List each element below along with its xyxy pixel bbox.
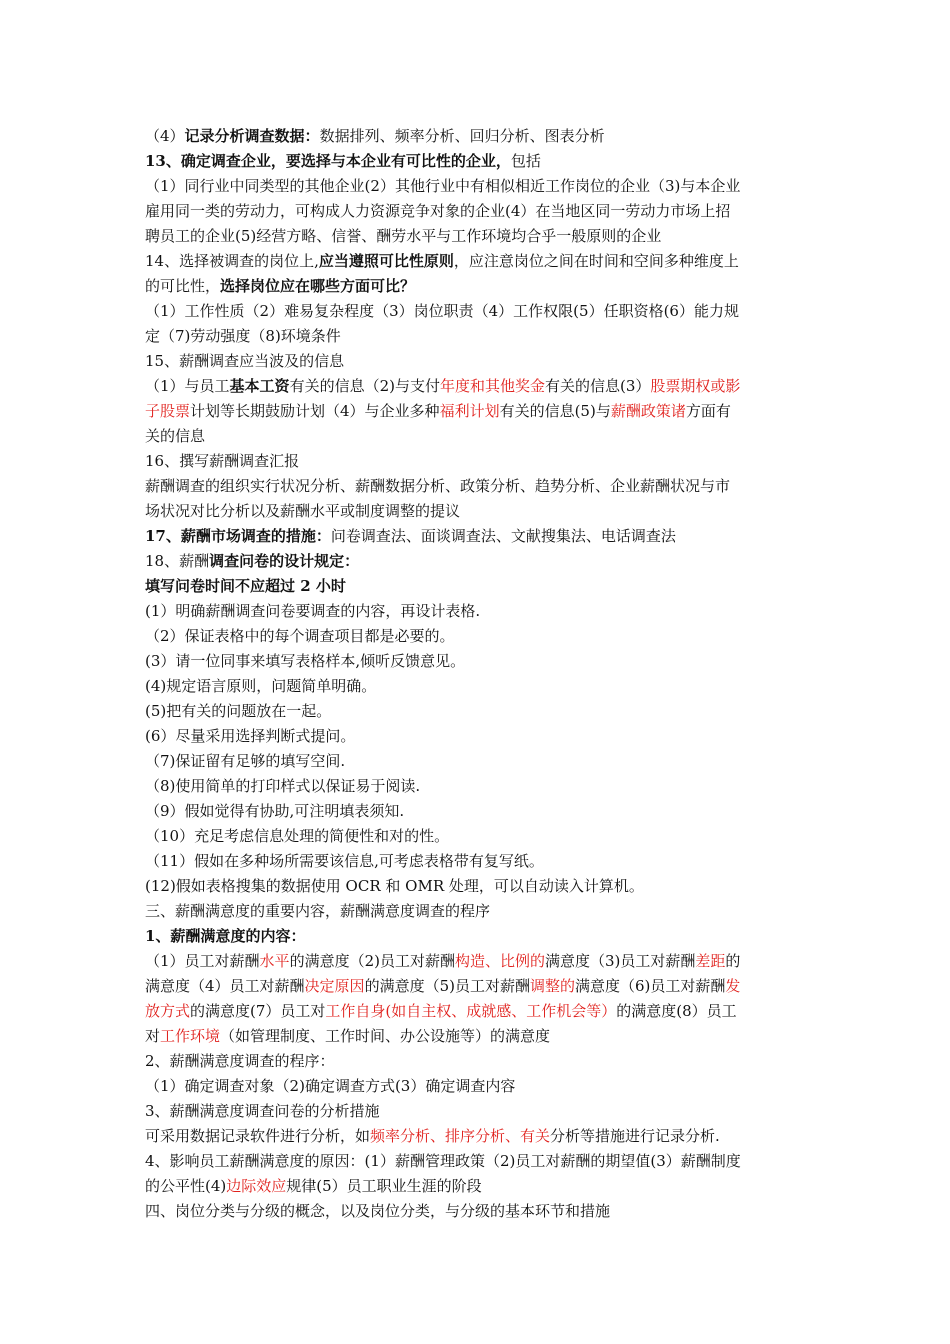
text-run: （1）同行业中同类型的其他企业(2）其他行业中有相似相近工作岗位的企业（3)与本企业 xyxy=(145,177,741,195)
text-line xyxy=(145,474,810,499)
text-run: 14、选择被调查的岗位上, xyxy=(145,252,319,270)
text-line xyxy=(145,574,810,599)
highlight-text: 频率分析、排序分析、有关 xyxy=(370,1127,551,1145)
highlight-text: 水平 xyxy=(259,952,290,970)
text-run: （10）充足考虑信息处理的简便性和对的性。 xyxy=(145,827,450,845)
highlight-text: 福利计划 xyxy=(439,402,500,420)
text-run: （1）与员工 xyxy=(145,377,230,395)
highlight-text: 年度和其他奖金 xyxy=(439,377,545,395)
text-line xyxy=(145,749,810,774)
text-run: (5)把有关的问题放在一起。 xyxy=(145,702,332,720)
text-line xyxy=(145,524,810,549)
text-run: （1）员工对薪酬 xyxy=(145,952,260,970)
highlight-text: 股票期权或影 xyxy=(650,377,741,395)
text-line xyxy=(145,174,810,199)
highlight-text: 子股票 xyxy=(145,402,191,420)
text-line xyxy=(145,1174,810,1199)
text-run: 有关的信息（2)与支付 xyxy=(289,377,440,395)
text-run: （4） xyxy=(145,127,185,145)
text-line xyxy=(145,999,810,1024)
text-run: 包括 xyxy=(510,152,541,170)
bold-text: 调查问卷的设计规定： xyxy=(209,552,360,570)
text-line xyxy=(145,324,810,349)
text-line xyxy=(145,299,810,324)
text-line xyxy=(145,199,810,224)
text-line xyxy=(145,624,810,649)
text-line xyxy=(145,124,810,149)
text-line xyxy=(145,1074,810,1099)
text-line xyxy=(145,674,810,699)
text-line xyxy=(145,1124,810,1149)
highlight-text: 决定原因 xyxy=(304,977,365,995)
bold-text: 17、薪酬 xyxy=(145,527,211,545)
text-line xyxy=(145,274,810,299)
text-run: 的 xyxy=(725,952,741,970)
text-line xyxy=(145,924,810,949)
text-line xyxy=(145,849,810,874)
highlight-text: 边际效应 xyxy=(226,1177,287,1195)
text-run: 的满意度（5)员工对薪酬 xyxy=(364,977,530,995)
highlight-text: 放方式 xyxy=(145,1002,191,1020)
text-run: （如管理制度、工作时间、办公设施等）的满意度 xyxy=(220,1027,551,1045)
text-run: (6）尽量采用选择判断式提问。 xyxy=(145,727,356,745)
text-line xyxy=(145,499,810,524)
text-line xyxy=(145,1099,810,1124)
text-run: 方面有 xyxy=(685,402,731,420)
text-line xyxy=(145,899,810,924)
text-run: 定（7)劳动强度（8)环境条件 xyxy=(145,327,341,345)
text-line xyxy=(145,149,810,174)
text-run: 4、影响员工薪酬满意度的原因：(1）薪酬管理政策（2)员工对薪酬的期望值(3）薪酬制度 xyxy=(145,1152,741,1170)
text-run: 3、薪酬满意度调查问卷的分析措施 xyxy=(145,1102,380,1120)
text-line xyxy=(145,374,810,399)
text-line xyxy=(145,224,810,249)
bold-text: 填写问卷时间不应超过 2 小时 xyxy=(145,577,346,595)
text-run: （11）假如在多种场所需要该信息,可考虑表格带有复写纸。 xyxy=(145,852,544,870)
text-line xyxy=(145,1049,810,1074)
highlight-text: 工作自身(如自主权、成就感、工作机会等） xyxy=(325,1002,617,1020)
text-line xyxy=(145,424,810,449)
text-run: 有关的信息(3） xyxy=(544,377,651,395)
text-run: 分析等措施进行记录分析. xyxy=(550,1127,720,1145)
highlight-text: 构造、比例的 xyxy=(454,952,545,970)
text-run: 问卷调查法、面谈调查法、文献搜集法、电话调查法 xyxy=(330,527,676,545)
text-run: （1）工作性质（2）难易复杂程度（3）岗位职责（4）工作权限(5）任职资格(6）能力规 xyxy=(145,302,739,320)
text-run: 三、薪酬满意度的重要内容，薪酬满意度调查的程序 xyxy=(145,902,491,920)
highlight-text: 调整的 xyxy=(529,977,575,995)
text-run: 的满意度(8）员工 xyxy=(616,1002,737,1020)
text-line xyxy=(145,249,810,274)
bold-text: 应当遵照可比性原则 xyxy=(318,252,454,270)
text-run: （2）保证表格中的每个调查项目都是必要的。 xyxy=(145,627,455,645)
bold-text: 13、确定调查企业，要选择与本企业有可比性的企业， xyxy=(145,152,511,170)
text-run: 有关的信息(5)与 xyxy=(499,402,611,420)
text-line xyxy=(145,349,810,374)
text-run: 满意度（4）员工对薪酬 xyxy=(145,977,305,995)
text-line xyxy=(145,799,810,824)
text-line xyxy=(145,724,810,749)
text-run: (3）请一位同事来填写表格样本,倾听反馈意见。 xyxy=(145,652,466,670)
text-run: (12)假如表格搜集的数据使用 OCR 和 OMR 处理，可以自动读入计算机。 xyxy=(145,877,644,895)
text-run: （1）确定调查对象（2)确定调查方式(3）确定调查内容 xyxy=(145,1077,516,1095)
text-line xyxy=(145,1199,810,1224)
text-line xyxy=(145,599,810,624)
text-line xyxy=(145,874,810,899)
text-line xyxy=(145,449,810,474)
text-run: 的满意度(7）员工对 xyxy=(190,1002,326,1020)
highlight-text: 差距 xyxy=(695,952,726,970)
text-run: 四、岗位分类与分级的概念，以及岗位分类，与分级的基本环节和措施 xyxy=(145,1202,611,1220)
text-run: （7)保证留有足够的填写空间. xyxy=(145,752,346,770)
bold-text: 1、薪酬满意度的内容： xyxy=(145,927,306,945)
text-line xyxy=(145,949,810,974)
text-run: 的满意度（2)员工对薪酬 xyxy=(289,952,455,970)
text-run: 规律(5）员工职业生涯的阶段 xyxy=(286,1177,482,1195)
bold-text: 记录分析调查数据： xyxy=(184,127,320,145)
text-run: 对 xyxy=(145,1027,161,1045)
text-line xyxy=(145,649,810,674)
text-run: ，应注意岗位之间在时间和空间多种维度上 xyxy=(453,252,739,270)
text-run: 场状况对比分析以及薪酬水平或制度调整的提议 xyxy=(145,502,461,520)
text-line xyxy=(145,699,810,724)
text-line xyxy=(145,1024,810,1049)
text-run: (4)规定语言原则，问题简单明确。 xyxy=(145,677,377,695)
text-run: 计划等长期鼓励计划（4）与企业多种 xyxy=(190,402,440,420)
text-run: 18、薪酬 xyxy=(145,552,210,570)
document-body xyxy=(145,124,810,1224)
bold-text: 选择岗位应在哪些方面可比？ xyxy=(220,277,416,295)
text-line xyxy=(145,774,810,799)
highlight-text: 薪酬政策诸 xyxy=(610,402,686,420)
text-line xyxy=(145,1149,810,1174)
text-run: 15、薪酬调查应当波及的信息 xyxy=(145,352,345,370)
text-run: （9）假如觉得有协助,可注明填表须知. xyxy=(145,802,405,820)
text-line xyxy=(145,824,810,849)
text-run: 满意度（3)员工对薪酬 xyxy=(544,952,696,970)
highlight-text: 工作环境 xyxy=(160,1027,221,1045)
text-run: 关的信息 xyxy=(145,427,206,445)
text-run: 的可比性， xyxy=(145,277,221,295)
text-line xyxy=(145,974,810,999)
text-run: 雇用同一类的劳动力，可构成人力资源竞争对象的企业(4）在当地区同一劳动力市场上招 xyxy=(145,202,731,220)
bold-text: 基本工资 xyxy=(229,377,290,395)
text-line xyxy=(145,549,810,574)
text-run: 的公平性(4) xyxy=(145,1177,227,1195)
text-line xyxy=(145,399,810,424)
text-run: 数据排列、频率分析、回归分析、图表分析 xyxy=(319,127,605,145)
highlight-text: 发 xyxy=(725,977,741,995)
bold-text: 市场调查的措施： xyxy=(210,527,331,545)
text-run: 薪酬调查的组织实行状况分析、薪酬数据分析、政策分析、趋势分析、企业薪酬状况与市 xyxy=(145,477,731,495)
text-run: 可采用数据记录软件进行分析，如 xyxy=(145,1127,371,1145)
text-run: (1）明确薪酬调查问卷要调查的内容，再设计表格. xyxy=(145,602,481,620)
text-run: 满意度（6)员工对薪酬 xyxy=(574,977,726,995)
text-run: （8)使用简单的打印样式以保证易于阅读. xyxy=(145,777,421,795)
text-run: 2、薪酬满意度调查的程序： xyxy=(145,1052,335,1070)
text-run: 16、撰写薪酬调查汇报 xyxy=(145,452,300,470)
text-run: 聘员工的企业(5)经营方略、信誉、酬劳水平与工作环境均合乎一般原则的企业 xyxy=(145,227,662,245)
